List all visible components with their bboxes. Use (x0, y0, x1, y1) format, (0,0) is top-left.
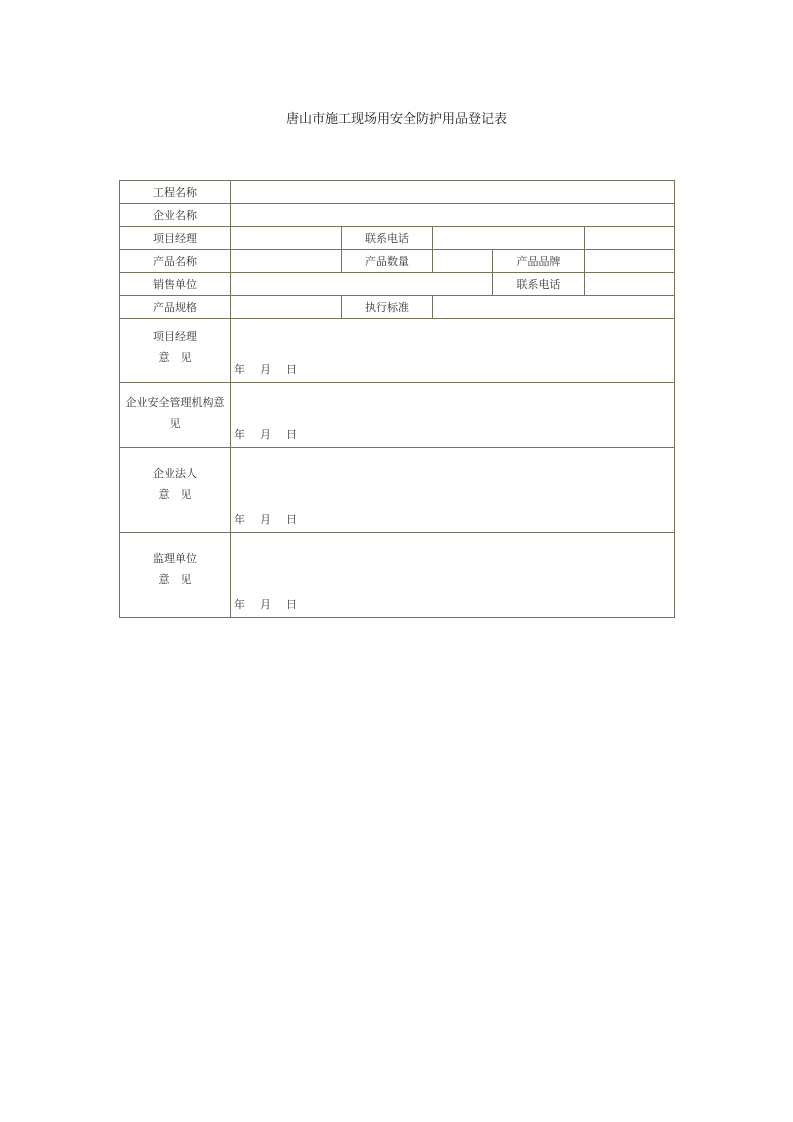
opinion-label-line1: 项目经理 (153, 329, 197, 343)
opinion-label-line2: 意 见 (158, 350, 192, 364)
label-product-spec: 产品规格 (119, 295, 231, 319)
opinion-label-line2: 见 (169, 417, 181, 430)
date-line: 年 月 日 (234, 363, 297, 376)
field-safety-dept-opinion[interactable] (230, 382, 675, 448)
opinion-label-line1: 企业安全管理机构意 (125, 396, 225, 409)
form-title: 唐山市施工现场用安全防护用品登记表 (285, 112, 507, 127)
label-product-qty: 产品数量 (341, 249, 433, 273)
opinion-label-line1: 企业法人 (153, 467, 197, 480)
field-supervisor-opinion[interactable] (230, 532, 675, 618)
label-pm-opinion (119, 318, 231, 383)
label-safety-dept-opinion (119, 382, 231, 448)
field-contact-phone[interactable] (432, 226, 585, 250)
date-line: 年 月 日 (234, 428, 297, 441)
field-product-name[interactable] (230, 249, 342, 273)
field-pm-opinion[interactable] (230, 318, 675, 383)
label-contact-phone: 联系电话 (341, 226, 433, 250)
date-line: 年 月 日 (234, 598, 297, 611)
label-sales-unit: 销售单位 (119, 272, 231, 296)
field-product-brand[interactable] (584, 249, 675, 273)
label-product-brand: 产品品牌 (492, 249, 585, 273)
field-product-spec[interactable] (230, 295, 342, 319)
date-line: 年 月 日 (234, 513, 297, 526)
opinion-label-line2: 意 见 (158, 488, 192, 501)
label-project-manager: 项目经理 (119, 226, 231, 250)
field-legal-rep-opinion[interactable] (230, 447, 675, 533)
label-company-name: 企业名称 (119, 203, 231, 227)
field-project-manager[interactable] (230, 226, 342, 250)
label-legal-rep-opinion (119, 447, 231, 533)
field-sales-unit[interactable] (230, 272, 493, 296)
field-extra[interactable] (584, 226, 675, 250)
opinion-label-line1: 监理单位 (153, 552, 197, 565)
label-project-name: 工程名称 (119, 180, 231, 204)
label-exec-standard: 执行标准 (341, 295, 433, 319)
field-company-name[interactable] (230, 203, 675, 227)
field-contact-phone-2[interactable] (584, 272, 675, 296)
opinion-label-line2: 意 见 (158, 573, 192, 586)
label-product-name: 产品名称 (119, 249, 231, 273)
label-contact-phone-2: 联系电话 (492, 272, 585, 296)
field-project-name[interactable] (230, 180, 675, 204)
label-supervisor-opinion (119, 532, 231, 618)
field-product-qty[interactable] (432, 249, 493, 273)
field-exec-standard[interactable] (432, 295, 675, 319)
